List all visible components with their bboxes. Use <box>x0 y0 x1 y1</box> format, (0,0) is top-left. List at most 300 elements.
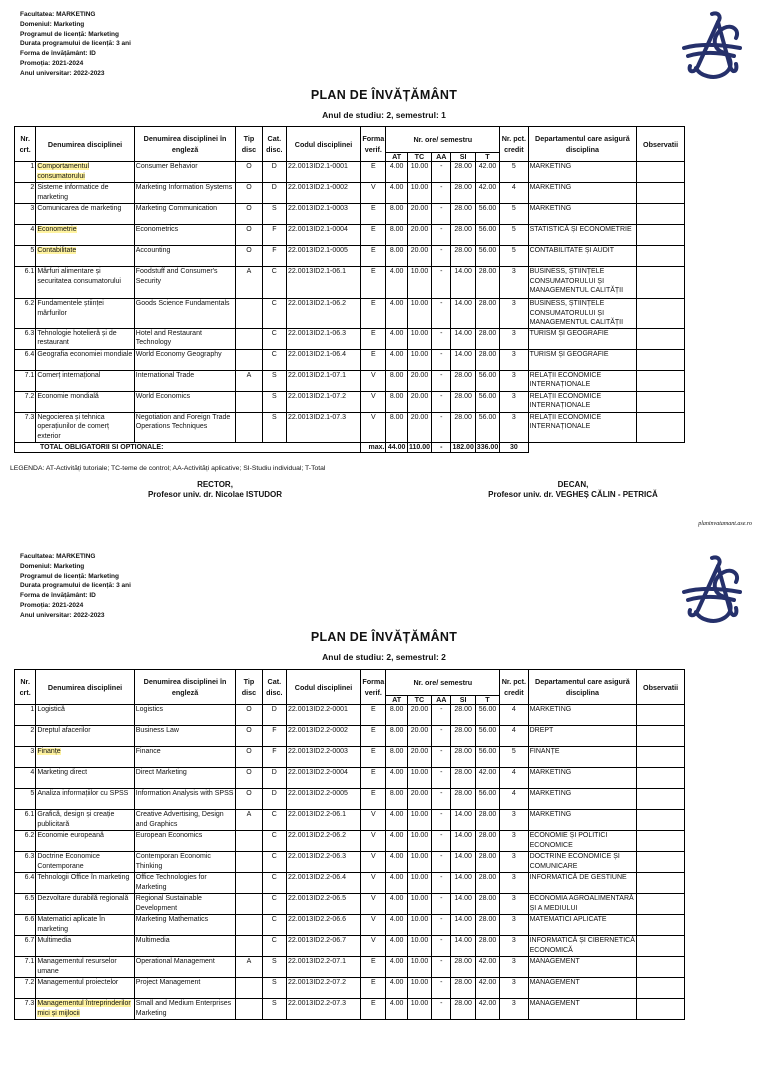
discipline-code: 22.0013ID2.2-06.5 <box>287 894 361 915</box>
discipline-name: Multimedia <box>36 936 134 957</box>
year-semester-label: Anul de studiu: 2, semestrul: 2 <box>322 652 446 662</box>
discipline-type: A <box>236 957 262 978</box>
department: TURISM ȘI GEOGRAFIE <box>528 349 637 370</box>
col-aa: AA <box>432 153 451 162</box>
credits: 3 <box>500 978 528 999</box>
dean-name: Profesor univ. dr. VEGHEȘ CĂLIN - PETRICĂ <box>488 490 658 499</box>
verification-form: E <box>361 349 386 370</box>
header-line: Forma de învățământ: ID <box>20 592 96 600</box>
row-number: 6.7 <box>15 936 36 957</box>
hours-at: 4.00 <box>386 852 407 873</box>
discipline-name <box>36 246 134 267</box>
discipline-code: 22.0013ID2.1-07.1 <box>287 370 361 391</box>
hours-aa: - <box>432 162 451 183</box>
table-row <box>15 705 685 726</box>
hours-si: 28.00 <box>451 162 475 183</box>
hours-total: 28.00 <box>475 810 499 831</box>
verification-form: E <box>361 957 386 978</box>
discipline-name-en: Regional Sustainable Development <box>134 894 236 915</box>
discipline-name-en: Information Analysis with SPSS <box>134 789 236 810</box>
hours-total: 28.00 <box>475 894 499 915</box>
hours-at: 4.00 <box>386 999 407 1020</box>
hours-total: 28.00 <box>475 873 499 894</box>
hours-at: 4.00 <box>386 267 407 299</box>
verification-form: E <box>361 789 386 810</box>
hours-si: 28.00 <box>451 768 475 789</box>
row-number: 7.3 <box>15 999 36 1020</box>
observations <box>637 999 685 1020</box>
discipline-name-en: International Trade <box>134 370 236 391</box>
discipline-code: 22.0013ID2.2-07.1 <box>287 957 361 978</box>
discipline-category: F <box>262 246 286 267</box>
discipline-category: C <box>262 328 286 349</box>
credits: 4 <box>500 183 528 204</box>
department: FINANȚE <box>528 747 637 768</box>
discipline-code: 22.0013ID2.1-06.1 <box>287 267 361 299</box>
hours-total: 42.00 <box>475 162 499 183</box>
hours-total: 56.00 <box>475 705 499 726</box>
dean-signature <box>468 480 678 500</box>
hours-aa: - <box>432 705 451 726</box>
credits: 3 <box>500 915 528 936</box>
row-number: 6.3 <box>15 328 36 349</box>
discipline-name-en: Logistics <box>134 705 236 726</box>
observations <box>637 225 685 246</box>
discipline-type <box>236 412 262 442</box>
hours-at: 4.00 <box>386 978 407 999</box>
discipline-name: Fundamentele științei mărfurilor <box>36 299 134 329</box>
row-number: 6.1 <box>15 810 36 831</box>
verification-form: V <box>361 873 386 894</box>
discipline-type: A <box>236 810 262 831</box>
department: INFORMATICĂ DE GESTIUNE <box>528 873 637 894</box>
row-number: 7.1 <box>15 370 36 391</box>
col-category: Cat. disc. <box>262 670 286 705</box>
table-row <box>15 328 685 349</box>
hours-si: 14.00 <box>451 894 475 915</box>
observations <box>637 726 685 747</box>
header-line: Domeniul: Marketing <box>20 20 85 28</box>
hours-aa: - <box>432 789 451 810</box>
credits: 5 <box>500 747 528 768</box>
row-number: 6.3 <box>15 852 36 873</box>
col-at: AT <box>386 696 407 705</box>
row-number: 5 <box>15 789 36 810</box>
hours-si: 14.00 <box>451 299 475 329</box>
credits: 3 <box>500 267 528 299</box>
department: MANAGEMENT <box>528 978 637 999</box>
hours-tc: 10.00 <box>407 299 431 329</box>
total-aa: - <box>432 442 451 453</box>
dean-title: DECAN, <box>557 480 589 489</box>
hours-aa: - <box>432 225 451 246</box>
discipline-code: 22.0013ID2.2-07.2 <box>287 978 361 999</box>
discipline-category: C <box>262 299 286 329</box>
hours-aa: - <box>432 936 451 957</box>
hours-at: 4.00 <box>386 328 407 349</box>
observations <box>637 894 685 915</box>
discipline-category: C <box>262 810 286 831</box>
hours-si: 28.00 <box>451 957 475 978</box>
hours-si: 28.00 <box>451 225 475 246</box>
hours-tc: 10.00 <box>407 267 431 299</box>
department: MARKETING <box>528 810 637 831</box>
col-department: Departamentul care asigură disciplina <box>528 670 637 705</box>
discipline-type <box>236 999 262 1020</box>
hours-tc: 20.00 <box>407 225 431 246</box>
hours-aa: - <box>432 328 451 349</box>
discipline-type <box>236 894 262 915</box>
table-row <box>15 810 685 831</box>
row-number: 7.1 <box>15 957 36 978</box>
col-type: Tip disc <box>236 670 262 705</box>
hours-si: 14.00 <box>451 873 475 894</box>
discipline-name <box>36 225 134 246</box>
header-line: Programul de licență: Marketing <box>20 572 119 580</box>
hours-aa: - <box>432 299 451 329</box>
row-number: 1 <box>15 705 36 726</box>
discipline-name-en: Marketing Mathematics <box>134 915 236 936</box>
credits: 3 <box>500 349 528 370</box>
hours-total: 56.00 <box>475 204 499 225</box>
discipline-code: 22.0013ID2.2-06.3 <box>287 852 361 873</box>
observations <box>637 246 685 267</box>
discipline-category: S <box>262 370 286 391</box>
verification-form: V <box>361 852 386 873</box>
discipline-name: Dezvoltare durabilă regională <box>36 894 134 915</box>
header-line: Anul universitar: 2022-2023 <box>20 611 105 619</box>
observations <box>637 349 685 370</box>
col-aa: AA <box>432 696 451 705</box>
hours-aa: - <box>432 873 451 894</box>
row-number: 6.2 <box>15 831 36 852</box>
col-verification: Forma verif. <box>361 670 386 705</box>
hours-at: 8.00 <box>386 747 407 768</box>
hours-at: 4.00 <box>386 894 407 915</box>
observations <box>637 162 685 183</box>
observations <box>637 299 685 329</box>
hours-tc: 20.00 <box>407 246 431 267</box>
table-row <box>15 299 685 329</box>
discipline-code: 22.0013ID2.1-07.3 <box>287 412 361 442</box>
row-number: 7.2 <box>15 978 36 999</box>
discipline-category: D <box>262 768 286 789</box>
credits: 4 <box>500 705 528 726</box>
discipline-name-en: Multimedia <box>134 936 236 957</box>
discipline-category: S <box>262 391 286 412</box>
hours-total: 56.00 <box>475 391 499 412</box>
hours-aa: - <box>432 978 451 999</box>
discipline-name <box>36 747 134 768</box>
observations <box>637 391 685 412</box>
row-number: 4 <box>15 225 36 246</box>
hours-aa: - <box>432 957 451 978</box>
verification-form: V <box>361 831 386 852</box>
hours-aa: - <box>432 391 451 412</box>
verification-form: E <box>361 768 386 789</box>
hours-at: 4.00 <box>386 768 407 789</box>
hours-total: 56.00 <box>475 726 499 747</box>
hours-at: 8.00 <box>386 391 407 412</box>
discipline-type <box>236 936 262 957</box>
credits: 3 <box>500 391 528 412</box>
hours-aa: - <box>432 349 451 370</box>
discipline-type: A <box>236 370 262 391</box>
highlighted-text: Finanțe <box>37 748 61 755</box>
header-info <box>20 552 131 621</box>
discipline-name-en: Goods Science Fundamentals <box>134 299 236 329</box>
discipline-name-en: Small and Medium Enterprises Marketing <box>134 999 236 1020</box>
hours-total: 28.00 <box>475 328 499 349</box>
row-number: 2 <box>15 183 36 204</box>
hours-si: 14.00 <box>451 936 475 957</box>
hours-total: 28.00 <box>475 349 499 370</box>
hours-si: 28.00 <box>451 183 475 204</box>
hours-at: 8.00 <box>386 225 407 246</box>
discipline-code: 22.0013ID2.1-0003 <box>287 204 361 225</box>
discipline-code: 22.0013ID2.2-0005 <box>287 789 361 810</box>
hours-si: 14.00 <box>451 810 475 831</box>
hours-tc: 10.00 <box>407 349 431 370</box>
discipline-type: O <box>236 162 262 183</box>
hours-aa: - <box>432 894 451 915</box>
department: INFORMATICĂ ȘI CIBERNETICĂ ECONOMICĂ <box>528 936 637 957</box>
verification-form: E <box>361 267 386 299</box>
hours-total: 28.00 <box>475 267 499 299</box>
hours-aa: - <box>432 204 451 225</box>
table-row <box>15 183 685 204</box>
col-code: Codul disciplinei <box>287 127 361 162</box>
discipline-name: Managementul proiectelor <box>36 978 134 999</box>
verification-form: V <box>361 391 386 412</box>
discipline-name-en: Marketing Communication <box>134 204 236 225</box>
hours-aa: - <box>432 831 451 852</box>
discipline-name: Doctrine Economice Contemporane <box>36 852 134 873</box>
hours-tc: 10.00 <box>407 894 431 915</box>
verification-form: V <box>361 894 386 915</box>
hours-si: 14.00 <box>451 915 475 936</box>
total-credits: 30 <box>500 442 528 453</box>
discipline-name-en: Finance <box>134 747 236 768</box>
col-t: T <box>475 696 499 705</box>
row-number: 6.2 <box>15 299 36 329</box>
credits: 4 <box>500 768 528 789</box>
hours-tc: 10.00 <box>407 936 431 957</box>
department: BUSINESS, ȘTIINȚELE CONSUMATORULUI ȘI MANAGEMENTUL CALITĂȚII <box>528 267 637 299</box>
verification-form: E <box>361 999 386 1020</box>
discipline-name-en: World Economy Geography <box>134 349 236 370</box>
curriculum-rows <box>15 162 685 443</box>
col-tc: TC <box>407 696 431 705</box>
discipline-category: C <box>262 852 286 873</box>
table-row <box>15 873 685 894</box>
curriculum-table <box>14 126 685 453</box>
discipline-category: C <box>262 267 286 299</box>
hours-total: 42.00 <box>475 183 499 204</box>
hours-tc: 10.00 <box>407 915 431 936</box>
total-label: TOTAL OBLIGATORII SI OPTIONALE: <box>15 442 361 453</box>
table-row <box>15 768 685 789</box>
department: RELAȚII ECONOMICE INTERNAȚIONALE <box>528 412 637 442</box>
department: ECONOMIE ȘI POLITICI ECONOMICE <box>528 831 637 852</box>
hours-total: 28.00 <box>475 936 499 957</box>
col-discipline-en: Denumirea disciplinei în engleză <box>134 670 236 705</box>
hours-si: 28.00 <box>451 391 475 412</box>
discipline-category: D <box>262 705 286 726</box>
hours-si: 28.00 <box>451 204 475 225</box>
discipline-name: Comerț internațional <box>36 370 134 391</box>
verification-form: E <box>361 328 386 349</box>
credits: 3 <box>500 299 528 329</box>
hours-tc: 10.00 <box>407 183 431 204</box>
header-line: Domeniul: Marketing <box>20 562 85 570</box>
hours-tc: 10.00 <box>407 162 431 183</box>
discipline-name-en: World Economics <box>134 391 236 412</box>
observations <box>637 267 685 299</box>
department: TURISM ȘI GEOGRAFIE <box>528 328 637 349</box>
row-number: 7.2 <box>15 391 36 412</box>
credits: 3 <box>500 936 528 957</box>
department: RELAȚII ECONOMICE INTERNAȚIONALE <box>528 391 637 412</box>
col-observations: Observatii <box>637 670 685 705</box>
credits: 4 <box>500 726 528 747</box>
row-number: 6.6 <box>15 915 36 936</box>
hours-at: 8.00 <box>386 370 407 391</box>
table-row <box>15 789 685 810</box>
discipline-name: Geografia economiei mondiale <box>36 349 134 370</box>
credits: 3 <box>500 370 528 391</box>
table-row <box>15 391 685 412</box>
discipline-name-en: Econometrics <box>134 225 236 246</box>
discipline-code: 22.0013ID2.2-06.4 <box>287 873 361 894</box>
department: MARKETING <box>528 768 637 789</box>
discipline-code: 22.0013ID2.2-06.2 <box>287 831 361 852</box>
hours-at: 8.00 <box>386 726 407 747</box>
table-row <box>15 852 685 873</box>
total-tc: 110.00 <box>408 443 430 451</box>
hours-si: 28.00 <box>451 412 475 442</box>
hours-total: 56.00 <box>475 412 499 442</box>
discipline-type <box>236 915 262 936</box>
row-number: 4 <box>15 768 36 789</box>
discipline-category: D <box>262 162 286 183</box>
discipline-name-en: Operational Management <box>134 957 236 978</box>
hours-aa: - <box>432 183 451 204</box>
discipline-name: Negocierea și tehnica operațiunilor de comerț exterior <box>36 412 134 442</box>
verification-form: V <box>361 183 386 204</box>
hours-total: 42.00 <box>475 768 499 789</box>
col-type: Tip disc <box>236 127 262 162</box>
department: MARKETING <box>528 204 637 225</box>
header-line: Facultatea: MARKETING <box>20 553 96 560</box>
discipline-code: 22.0013ID2.1-0001 <box>287 162 361 183</box>
observations <box>637 852 685 873</box>
hours-si: 28.00 <box>451 789 475 810</box>
verification-form: V <box>361 936 386 957</box>
discipline-type: O <box>236 225 262 246</box>
hours-si: 28.00 <box>451 726 475 747</box>
table-row <box>15 349 685 370</box>
table-row <box>15 225 685 246</box>
row-number: 6.1 <box>15 267 36 299</box>
table-row <box>15 726 685 747</box>
hours-si: 14.00 <box>451 852 475 873</box>
col-discipline: Denumirea disciplinei <box>36 670 134 705</box>
hours-at: 8.00 <box>386 705 407 726</box>
observations <box>637 204 685 225</box>
discipline-name: Analiza informațiilor cu SPSS <box>36 789 134 810</box>
discipline-code: 22.0013ID2.2-06.1 <box>287 810 361 831</box>
hours-aa: - <box>432 810 451 831</box>
department: ECONOMIA AGROALIMENTARĂ ȘI A MEDIULUI <box>528 894 637 915</box>
hours-tc: 10.00 <box>407 852 431 873</box>
hours-tc: 20.00 <box>407 391 431 412</box>
hours-tc: 20.00 <box>407 204 431 225</box>
hours-tc: 10.00 <box>407 328 431 349</box>
hours-tc: 20.00 <box>407 705 431 726</box>
hours-total: 56.00 <box>475 225 499 246</box>
discipline-name: Logistică <box>36 705 134 726</box>
table-row <box>15 894 685 915</box>
header-line: Durata programului de licență: 3 ani <box>20 582 131 590</box>
discipline-type: O <box>236 246 262 267</box>
hours-aa: - <box>432 852 451 873</box>
credits: 5 <box>500 162 528 183</box>
header-line: Forma de învățământ: ID <box>20 50 96 58</box>
hours-tc: 20.00 <box>407 747 431 768</box>
hours-at: 4.00 <box>386 183 407 204</box>
discipline-category: S <box>262 978 286 999</box>
table-row <box>15 978 685 999</box>
hours-total: 56.00 <box>475 370 499 391</box>
discipline-name-en: Project Management <box>134 978 236 999</box>
hours-si: 28.00 <box>451 246 475 267</box>
hours-tc: 10.00 <box>407 957 431 978</box>
highlighted-text: Contabilitate <box>37 247 77 254</box>
department: MARKETING <box>528 162 637 183</box>
discipline-name: Tehnologii Office în marketing <box>36 873 134 894</box>
highlighted-text: Managementul întreprinderilor mici și mijlocii <box>37 1000 131 1017</box>
empty-cell <box>528 442 637 453</box>
discipline-code: 22.0013ID2.1-07.2 <box>287 391 361 412</box>
discipline-type: O <box>236 204 262 225</box>
department: MANAGEMENT <box>528 957 637 978</box>
credits: 5 <box>500 246 528 267</box>
table-row <box>15 412 685 442</box>
observations <box>637 789 685 810</box>
discipline-category: C <box>262 831 286 852</box>
total-t: 336.00 <box>476 443 499 451</box>
discipline-name: Managementul resurselor umane <box>36 957 134 978</box>
curriculum-rows <box>15 705 685 1020</box>
table-row <box>15 162 685 183</box>
verification-form: E <box>361 299 386 329</box>
hours-si: 14.00 <box>451 831 475 852</box>
row-number: 1 <box>15 162 36 183</box>
discipline-name-en: European Economics <box>134 831 236 852</box>
verification-form: E <box>361 726 386 747</box>
observations <box>637 957 685 978</box>
discipline-type: O <box>236 747 262 768</box>
verification-form: V <box>361 412 386 442</box>
discipline-code: 22.0013ID2.1-06.3 <box>287 328 361 349</box>
col-at: AT <box>386 153 407 162</box>
verification-form: E <box>361 705 386 726</box>
discipline-name <box>36 999 134 1020</box>
observations <box>637 412 685 442</box>
highlighted-text: Comportamentul consumatorului <box>37 163 90 180</box>
verification-form: E <box>361 225 386 246</box>
